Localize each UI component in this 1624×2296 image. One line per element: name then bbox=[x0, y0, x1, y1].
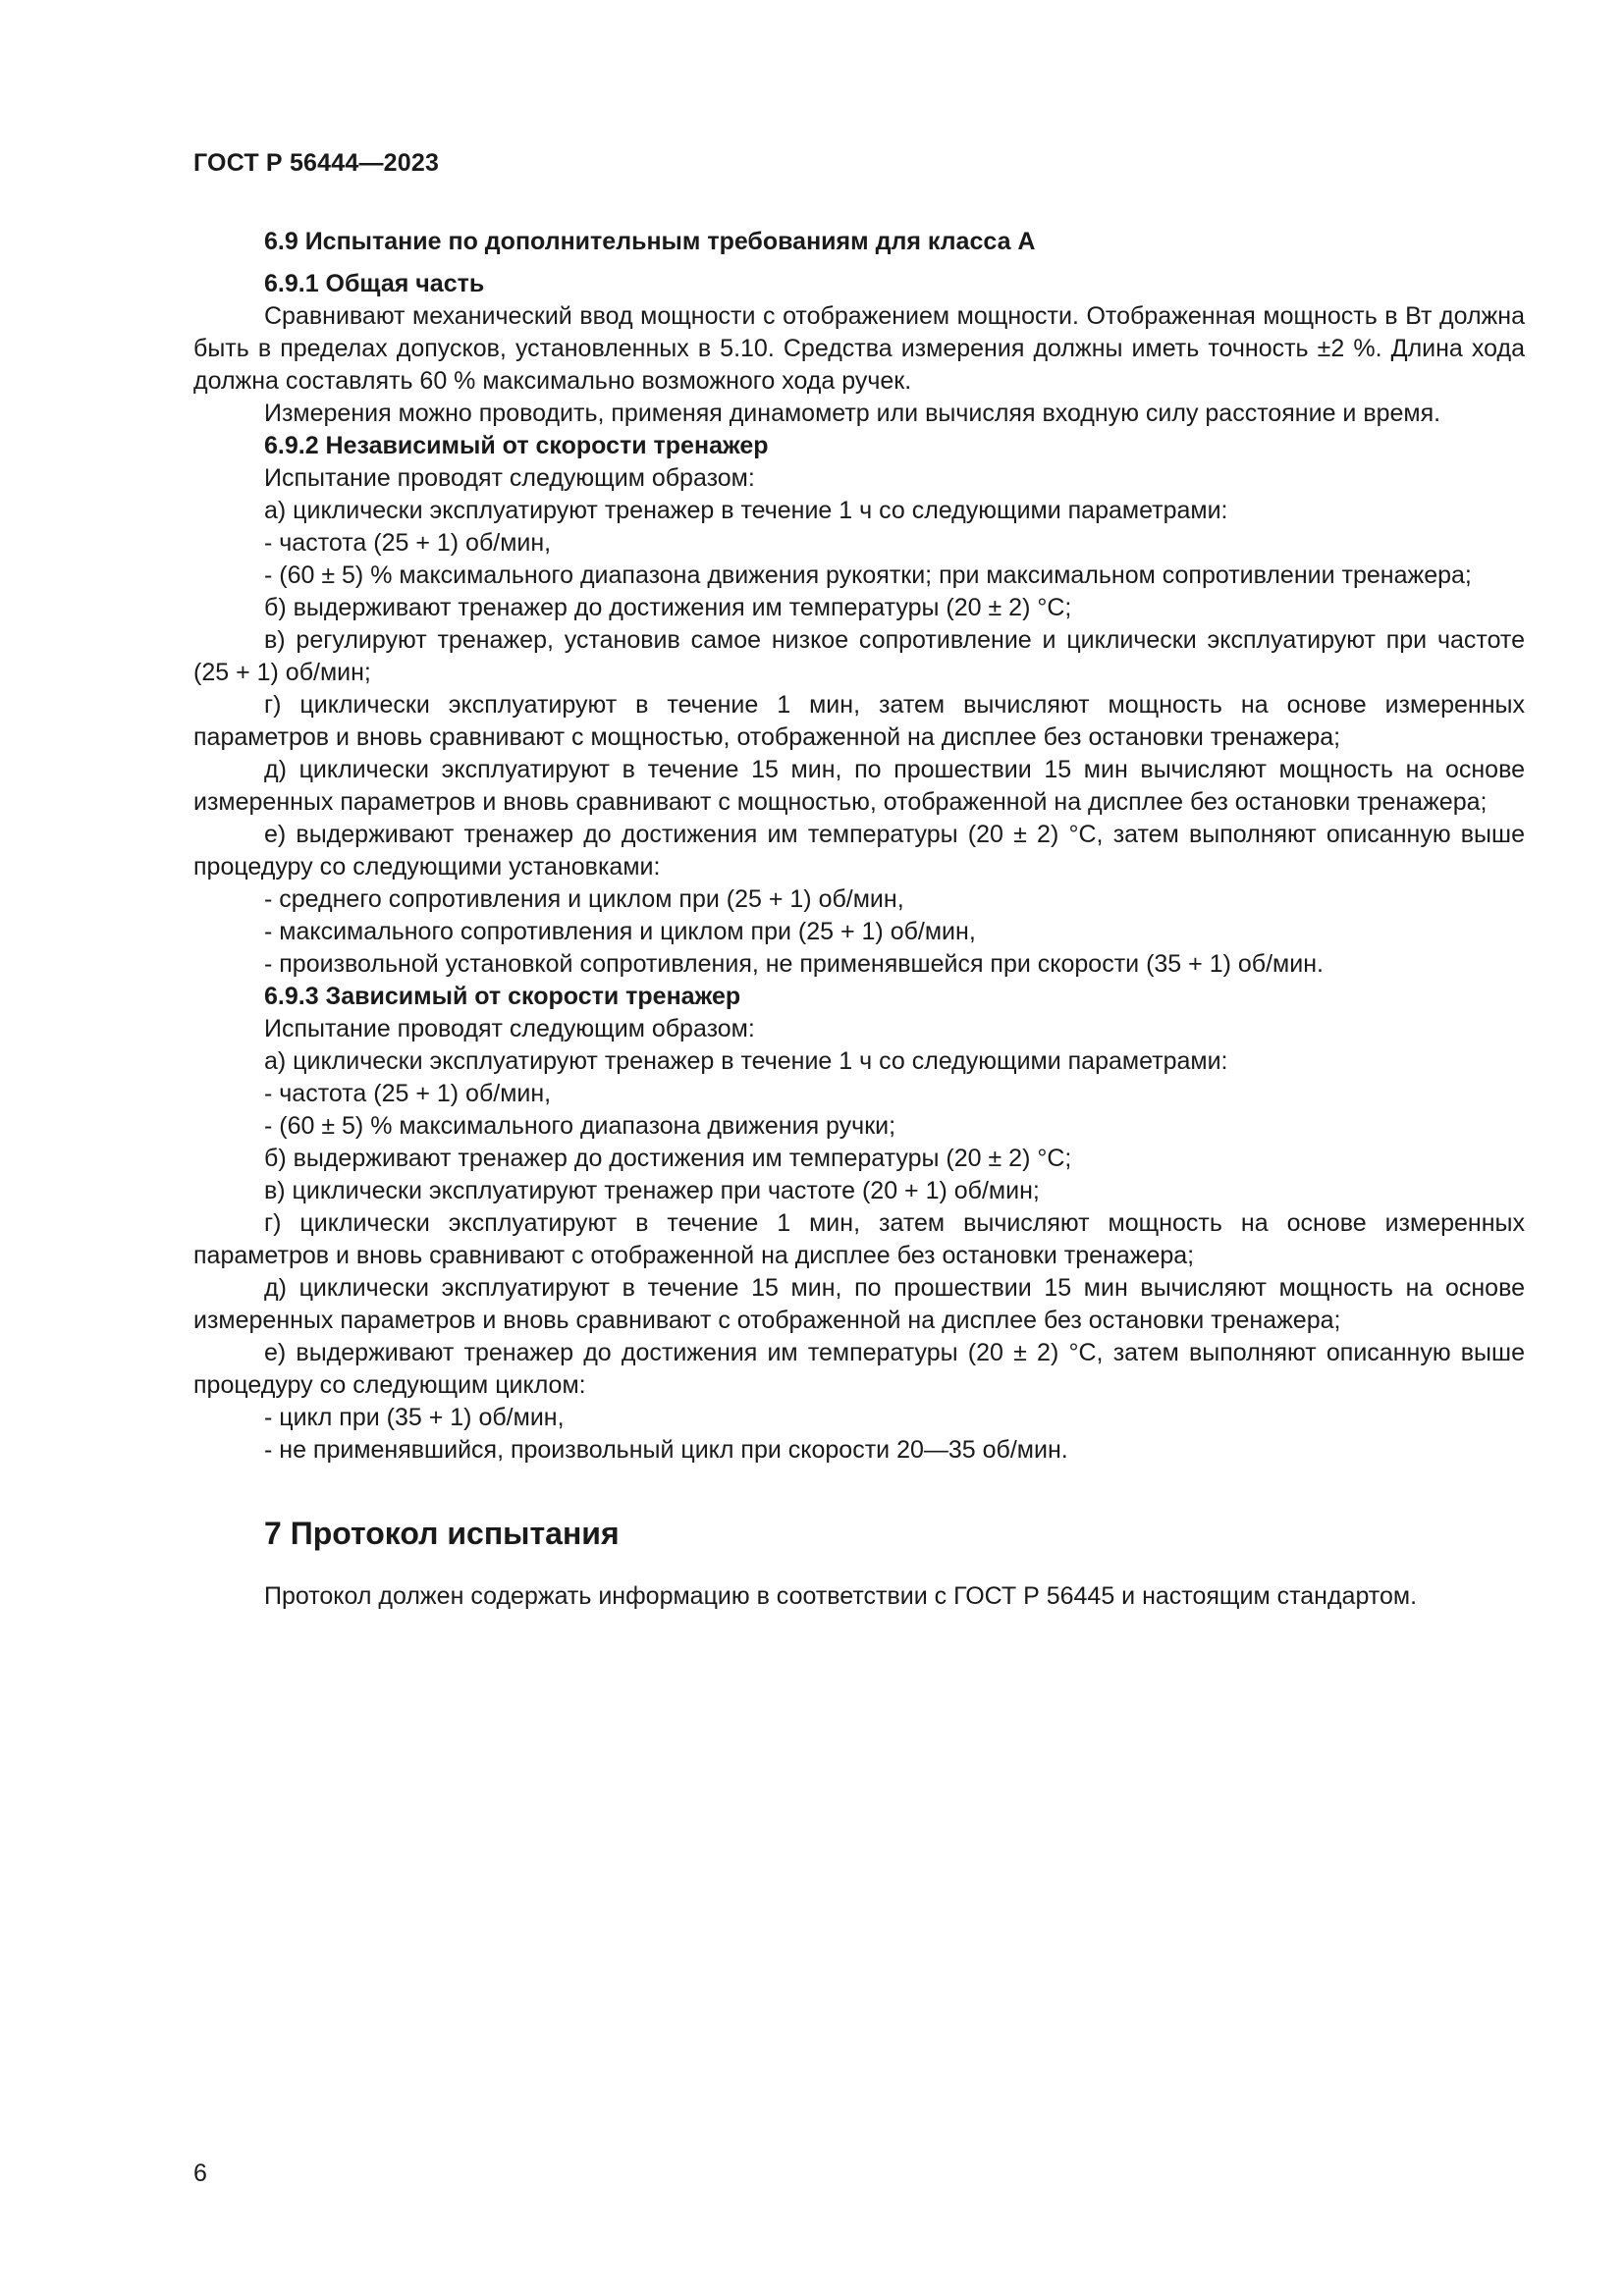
page-number: 6 bbox=[193, 2160, 207, 2187]
section-heading-6-9-2: 6.9.2 Независимый от скорости тренажер bbox=[264, 432, 769, 459]
list-item: д) циклически эксплуатируют в течение 15 мин, по прошествии 15 мин вычисляют мощность на основе измеренных параметров и вновь сравнивают с мощностью, отображенной на дисплее без остановки тренажера; bbox=[193, 756, 1525, 816]
list-item: в) регулируют тренажер, установив самое низкое сопротивление и циклически эксплуатируют при частоте (25 + 1) об/мин; bbox=[193, 626, 1525, 686]
list-item: - максимального сопротивления и циклом при (25 + 1) об/мин, bbox=[264, 918, 976, 945]
list-item: - не применявшийся, произвольный цикл при скорости 20—35 об/мин. bbox=[264, 1436, 1068, 1464]
list-item: - произвольной установкой сопротивления, не применявшейся при скорости (35 + 1) об/мин. bbox=[264, 950, 1324, 978]
list-item: г) циклически эксплуатируют в течение 1 мин, затем вычисляют мощность на основе измеренных параметров и вновь сравнивают с мощностью, отображенной на дисплее без остановки тренажера; bbox=[193, 691, 1525, 751]
paragraph: Сравнивают механический ввод мощности с отображением мощности. Отображенная мощность в Вт должна быть в пределах допусков, установленных в 5.10. Средства измерения должны иметь точность ±2 %. Длина хода должна составлять 60 % максимально возможного хода ручек. bbox=[193, 302, 1525, 395]
paragraph: Испытание проводят следующим образом: bbox=[264, 1015, 755, 1042]
list-item: е) выдерживают тренажер до достижения им температуры (20 ± 2) °С, затем выполняют описанную выше процедуру со следующим циклом: bbox=[193, 1339, 1525, 1399]
list-item: - среднего сопротивления и циклом при (25 + 1) об/мин, bbox=[264, 885, 904, 913]
list-item: а) циклически эксплуатируют тренажер в течение 1 ч со следующими параметрами: bbox=[264, 1047, 1228, 1075]
list-item: - частота (25 + 1) об/мин, bbox=[264, 1080, 552, 1107]
list-item: - (60 ± 5) % максимального диапазона движения ручки; bbox=[264, 1112, 896, 1140]
list-item: б) выдерживают тренажер до достижения им температуры (20 ± 2) °С; bbox=[264, 1145, 1072, 1172]
paragraph: Протокол должен содержать информацию в соответствии с ГОСТ Р 56445 и настоящим стандартом. bbox=[264, 1582, 1418, 1610]
paragraph: Измерения можно проводить, применяя динамометр или вычисляя входную силу расстояние и время. bbox=[264, 400, 1441, 427]
list-item: д) циклически эксплуатируют в течение 15 мин, по прошествии 15 мин вычисляют мощность на основе измеренных параметров и вновь сравнивают с отображенной на дисплее без остановки тренажера; bbox=[193, 1274, 1525, 1334]
list-item: в) циклически эксплуатируют тренажер при частоте (20 + 1) об/мин; bbox=[264, 1177, 1040, 1204]
list-item: - цикл при (35 + 1) об/мин, bbox=[264, 1404, 565, 1431]
section-heading-6-9-3: 6.9.3 Зависимый от скорости тренажер bbox=[264, 983, 741, 1010]
section-heading-6-9-1: 6.9.1 Общая часть bbox=[264, 270, 485, 297]
section-heading-7: 7 Протокол испытания bbox=[264, 1516, 620, 1551]
list-item: - (60 ± 5) % максимального диапазона движения рукоятки; при максимальном сопротивлении тренажера; bbox=[264, 561, 1472, 589]
document-header: ГОСТ Р 56444—2023 bbox=[193, 149, 440, 177]
list-item: б) выдерживают тренажер до достижения им температуры (20 ± 2) °С; bbox=[264, 594, 1072, 621]
document-body bbox=[193, 226, 1525, 1613]
list-item: - частота (25 + 1) об/мин, bbox=[264, 529, 552, 557]
list-item: г) циклически эксплуатируют в течение 1 мин, затем вычисляют мощность на основе измеренных параметров и вновь сравнивают с отображенной на дисплее без остановки тренажера; bbox=[193, 1209, 1525, 1269]
section-heading-6-9: 6.9 Испытание по дополнительным требованиям для класса А bbox=[264, 228, 1036, 255]
list-item: а) циклически эксплуатируют тренажер в течение 1 ч со следующими параметрами: bbox=[264, 497, 1228, 524]
paragraph: Испытание проводят следующим образом: bbox=[264, 464, 755, 492]
list-item: е) выдерживают тренажер до достижения им температуры (20 ± 2) °С, затем выполняют описанную выше процедуру со следующими установками: bbox=[193, 821, 1525, 881]
